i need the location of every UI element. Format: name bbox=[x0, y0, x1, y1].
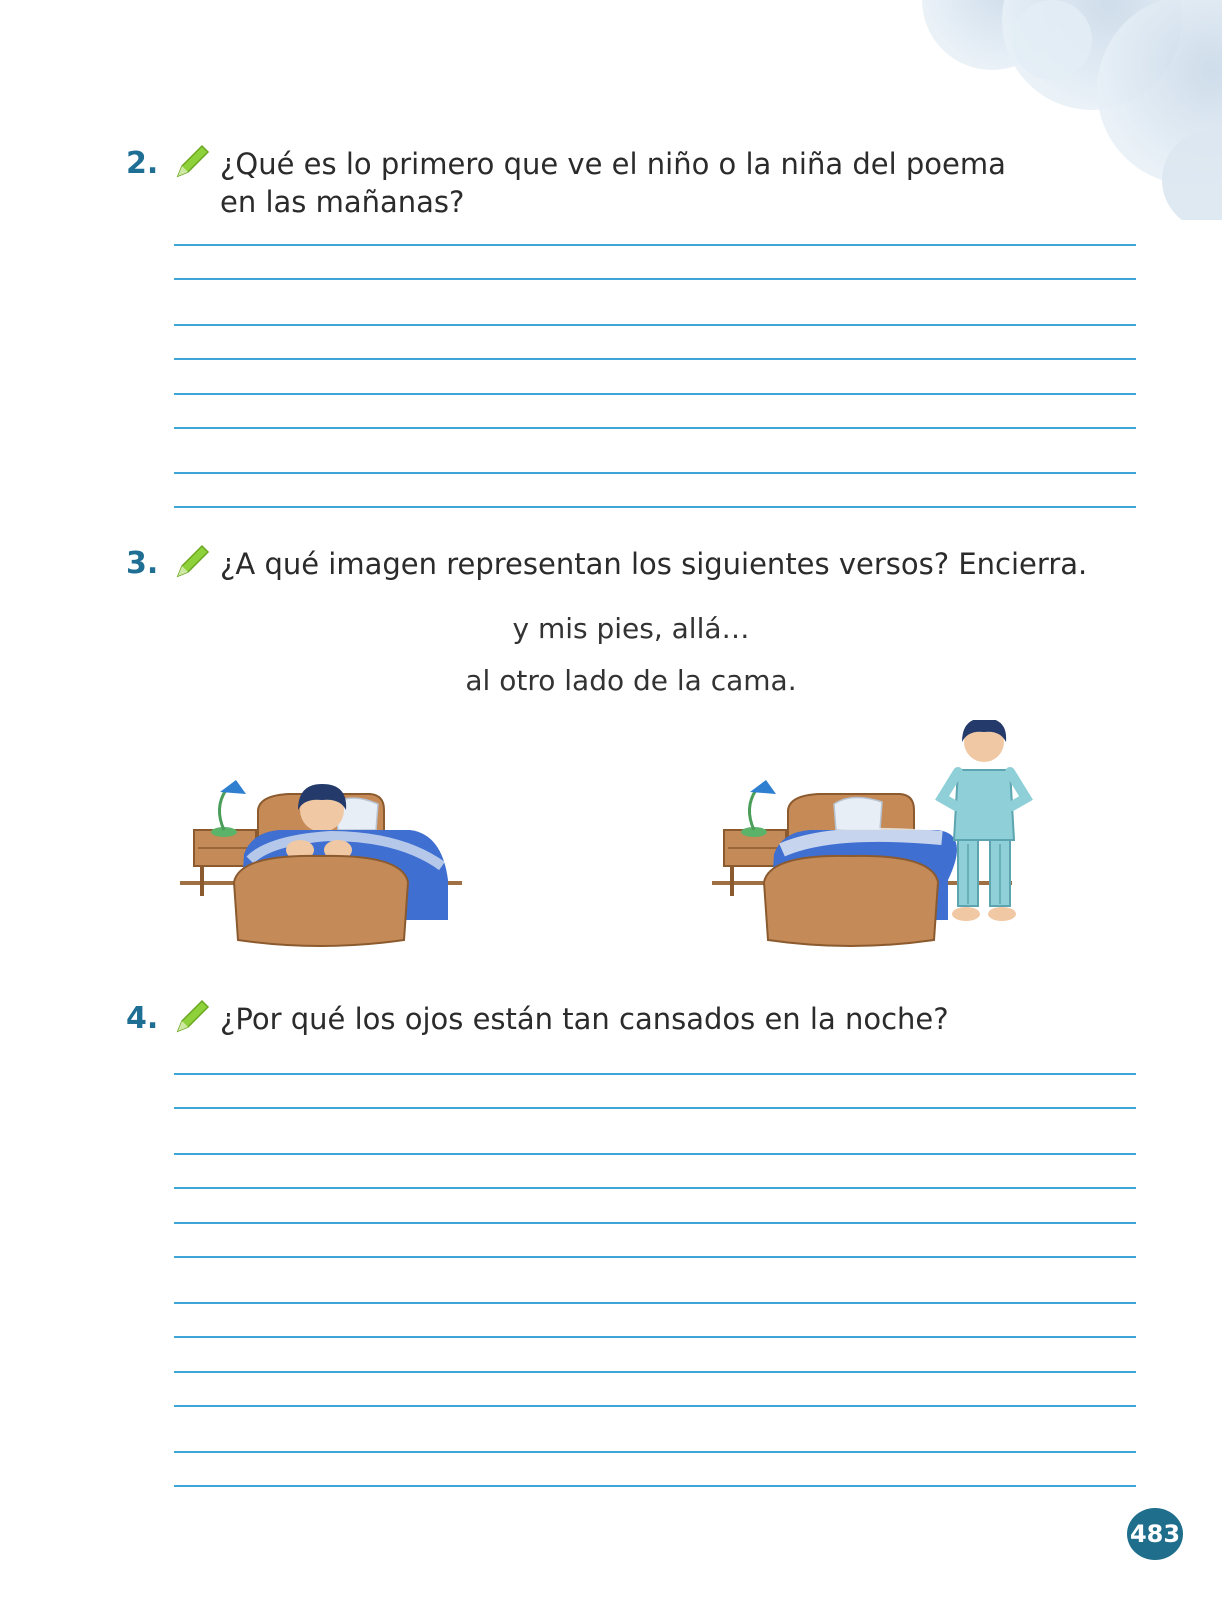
question-4-text: ¿Por qué los ojos están tan cansados en la noche? bbox=[220, 1002, 949, 1036]
bed-image-boy-standing[interactable] bbox=[712, 720, 1042, 970]
bed-image-feet-under-covers[interactable] bbox=[180, 770, 470, 970]
question-3-text: ¿A qué imagen representan los siguientes versos? Encierra. bbox=[220, 547, 1088, 581]
question-2-text bbox=[220, 145, 1006, 221]
page-number: 483 bbox=[1127, 1508, 1183, 1560]
pencil-icon bbox=[172, 142, 212, 182]
question-2-line-2: en las mañanas? bbox=[220, 185, 465, 219]
question-4-number: 4. bbox=[126, 1001, 159, 1036]
answer-lines-question-4[interactable] bbox=[174, 1073, 1136, 1493]
verse-line-2: al otro lado de la cama. bbox=[465, 664, 797, 697]
answer-lines-question-2[interactable] bbox=[174, 244, 1136, 514]
question-2-number: 2. bbox=[126, 146, 159, 181]
pencil-icon bbox=[172, 542, 212, 582]
question-2-line-1: ¿Qué es lo primero que ve el niño o la niña del poema bbox=[220, 147, 1006, 181]
verse-line-1: y mis pies, allá… bbox=[512, 612, 750, 645]
pencil-icon bbox=[172, 997, 212, 1037]
question-3-number: 3. bbox=[126, 546, 159, 581]
